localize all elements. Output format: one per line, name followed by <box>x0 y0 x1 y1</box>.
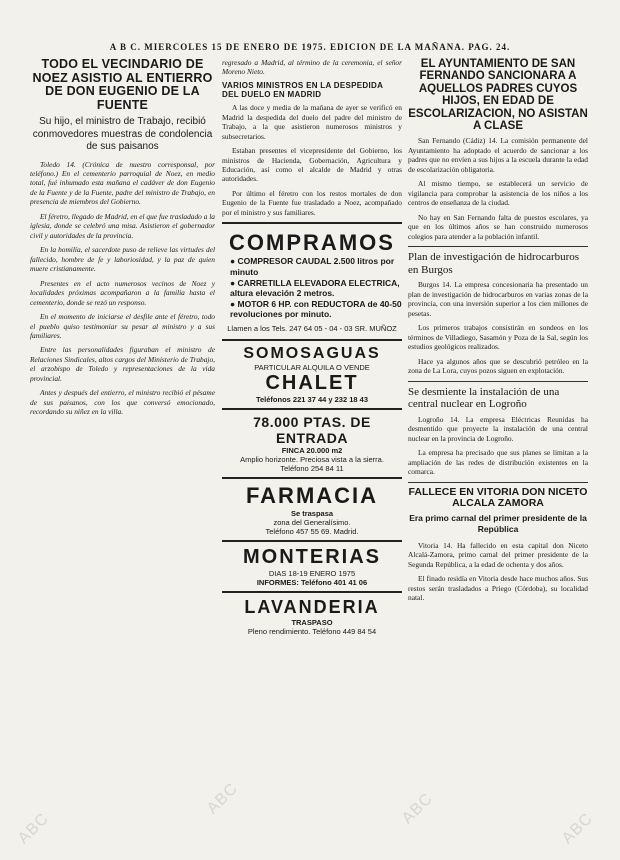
article2-paragraph: A las doce y media de la mañana de ayer se verificó en Madrid la despedida del duelo del padre del ministro de Trabajo, a la que asistieron numerosos ministros y subsecretarios. <box>222 103 402 141</box>
ad-somosaguas-chalet: CHALET <box>265 372 359 395</box>
ad-somosaguas-line: PARTICULAR ALQUILA O VENDE <box>254 363 370 373</box>
ad-farmacia-line: zona del Generalísimo. <box>273 518 351 528</box>
ad-farmacia <box>222 477 402 536</box>
ad-entrada-title: 78.000 PTAS. DE ENTRADA <box>253 414 371 447</box>
article5-paragraph: Logroño 14. La empresa Eléctricas Reunidas ha desmentido que proyecte la instalación de una central nuclear en la provincia de Logroño. <box>408 414 588 443</box>
article3-paragraph: San Fernando (Cádiz) 14. La comisión permanente del Ayuntamiento ha adoptado el acuerdo de sancionar a los padres que no envíen a sus hijos a la escuela durante la edad de escolarización obligatoria. <box>408 136 588 174</box>
ad-lavanderia <box>222 591 402 636</box>
column-middle <box>222 58 402 636</box>
ad-entrada-line: FINCA 20.000 m2 <box>281 446 343 456</box>
article1-paragraph: Antes y después del entierro, el ministro recibió el pésame de sus paisanos, con los que conversó emocionado, recordando su niñez en la villa. <box>30 388 215 417</box>
article2-lead: regresado a Madrid, al término de la ceremonia, el señor Moreno Nieto. <box>222 58 402 77</box>
divider <box>408 482 588 483</box>
article6-title: FALLECE EN VITORIA DON NICETO ALCALA ZAMORA <box>408 485 588 510</box>
article1-paragraph: Toledo 14. (Crónica de nuestro corresponsal, por teléfono.) En el cementerio parroquial de Noez, en medio total, fué inhumado esta mañana el cadáver de don Eugenio de la Fuente y de la Fuente, padre del ministro de Trabajo, en presencia de miembros del Gobierno. <box>30 159 215 207</box>
article2-paragraph: Estaban presentes el vicepresidente del Gobierno, los ministros de Hacienda, Gobernación, Agricultura y Educación, así como el alcalde de Madrid y otras autoridades. <box>222 146 402 184</box>
article5-paragraph: La empresa ha precisado que sus planes se limitan a la ampliación de las redes de distribución existentes en la comarca. <box>408 448 588 477</box>
ad-compramos <box>222 222 402 333</box>
ad-somosaguas <box>222 339 402 404</box>
ad-somosaguas-title: SOMOSAGUAS <box>243 345 381 363</box>
article6-paragraph: El finado residía en Vitoria desde hace muchos años. Sus restos serán trasladados a Priego (Córdoba), su localidad natal. <box>408 574 588 602</box>
article1-paragraph: Presentes en el acto numerosos vecinos de Noez y localidades próximas acompañaron a la familia hasta el cementerio, donde se rezó un responso. <box>30 278 215 307</box>
article1-subtitle: Su hijo, el ministro de Trabajo, recibió conmovedores muestras de condolencia de sus paisanos <box>32 116 213 152</box>
article3-title: EL AYUNTAMIENTO DE SAN FERNANDO SANCIONARA A AQUELLOS PADRES CUYOS HIJOS, EN EDAD DE ESCOLARIZACION, NO ASISTAN A CLASE <box>408 58 588 133</box>
watermark: ABC <box>398 789 437 828</box>
ad-lavanderia-title: LAVANDERIA <box>244 597 380 618</box>
ad-compramos-item: ● CARRETILLA ELEVADORA ELECTRICA, altura elevación 2 metros. <box>230 277 400 299</box>
article4-paragraph: Los primeros trabajos consistirán en sondeos en los términos de Villadiego, Sasamón y Poza de la Sal, según los estudios geológicos realizados. <box>408 323 588 352</box>
ad-farmacia-phone: Teléfono 457 55 69. Madrid. <box>265 527 359 537</box>
ad-monterias-title: MONTERIAS <box>243 546 381 569</box>
ad-entrada-line: Amplio horizonte. Preciosa vista a la sierra. <box>240 455 384 465</box>
article2-title: VARIOS MINISTROS EN LA DESPEDIDA DEL DUELO EN MADRID <box>222 80 383 99</box>
article5-title: Se desmiente la instalación de una central nuclear en Logroño <box>408 385 560 411</box>
article4-paragraph: Burgos 14. La empresa concesionaria ha presentado un plan de investigación de hidrocarburos en varias zonas de la provincia, con una inversión superior a los cien millones de pesetas. <box>408 280 588 318</box>
article6-subtitle: Era primo carnal del primer presidente de la República <box>409 513 587 534</box>
article1-paragraph: En la homilía, el sacerdote puso de relieve las virtudes del fallecido, hombre de fe y laboriosidad, y la paz de quien muere cristianamente. <box>30 245 215 274</box>
ad-monterias-dates: DIAS 18-19 ENERO 1975 <box>268 569 356 579</box>
watermark: ABC <box>14 809 53 848</box>
watermark: ABC <box>203 779 242 818</box>
ad-compramos-item: ● MOTOR 6 HP. con REDUCTORA de 40-50 revoluciones por minuto. <box>230 298 402 320</box>
ad-somosaguas-phones: Teléfonos 221 37 44 y 232 18 43 <box>255 395 369 405</box>
article1-paragraph: En el momento de iniciarse el desfile ante el féretro, todo el pueblo quiso testimoniar su pesar al ministro y a sus familiares. <box>30 312 215 340</box>
ad-farmacia-line: Se traspasa <box>290 509 334 519</box>
article4-paragraph: Hace ya algunos años que se descubrió petróleo en la zona de La Lora, cuyos pozos siguen en explotación. <box>408 356 588 376</box>
article3-paragraph: Al mismo tiempo, se establecerá un servicio de vigilancia para comprobar la asistencia de los niños a los centros de enseñanza de la ciudad. <box>408 179 588 208</box>
article1-paragraph: Entre las personalidades figuraban el ministro de Relaciones Sindicales, altos cargos del Ministerio de Trabajo, el arzobispo de Toledo y representaciones de la vida provincial. <box>30 345 215 383</box>
ad-monterias <box>222 540 402 587</box>
ad-farmacia-title: FARMACIA <box>245 483 379 509</box>
article3-paragraph: No hay en San Fernando falta de puestos escolares, ya que en los últimos años se han construido numerosos colegios para atender a la población infantil. <box>408 212 588 241</box>
ad-monterias-info: INFORMES: Teléfono 401 41 06 <box>256 578 368 588</box>
ad-compramos-contact: Llamen a los Tels. 247 64 05 - 04 - 03 SR. MUÑOZ <box>227 324 397 334</box>
article1-paragraph: El féretro, llegado de Madrid, en el que fue trasladado a la iglesia, donde se celebró una misa. Asistieron el gobernador civil y autoridades de la provincia. <box>30 211 215 240</box>
watermark: ABC <box>558 809 597 848</box>
ad-compramos-title: COMPRAMOS <box>229 230 395 256</box>
article1-title: TODO EL VECINDARIO DE NOEZ ASISTIO AL ENTIERRO DE DON EUGENIO DE LA FUENTE <box>32 58 213 112</box>
article4-title: Plan de investigación de hidrocarburos en Burgos <box>408 251 580 276</box>
page-header: A B C. MIERCOLES 15 DE ENERO DE 1975. EDICION DE LA MAÑANA. PAG. 24. <box>109 42 511 52</box>
column-right <box>408 58 588 607</box>
ad-lavanderia-line: Pleno rendimiento. Teléfono 449 84 54 <box>247 627 377 637</box>
ad-lavanderia-line: TRASPASO <box>291 618 333 628</box>
column-left <box>30 58 215 422</box>
ad-entrada-phone: Teléfono 254 84 11 <box>280 464 344 474</box>
ad-entrada <box>222 408 402 473</box>
article2-paragraph: Por último el féretro con los restos mortales de don Eugenio de la Fuente fue trasladado a Noez, acompañado por el ministro y sus familiares. <box>222 188 402 217</box>
ad-compramos-item: ● COMPRESOR CAUDAL 2.500 litros por minuto <box>230 256 395 277</box>
divider <box>408 381 588 382</box>
divider <box>408 246 588 247</box>
article6-paragraph: Vitoria 14. Ha fallecido en esta capital don Niceto Alcalá-Zamora, primo carnal del primer presidente de la Segunda República, a la edad de ochenta y dos años. <box>408 540 588 569</box>
